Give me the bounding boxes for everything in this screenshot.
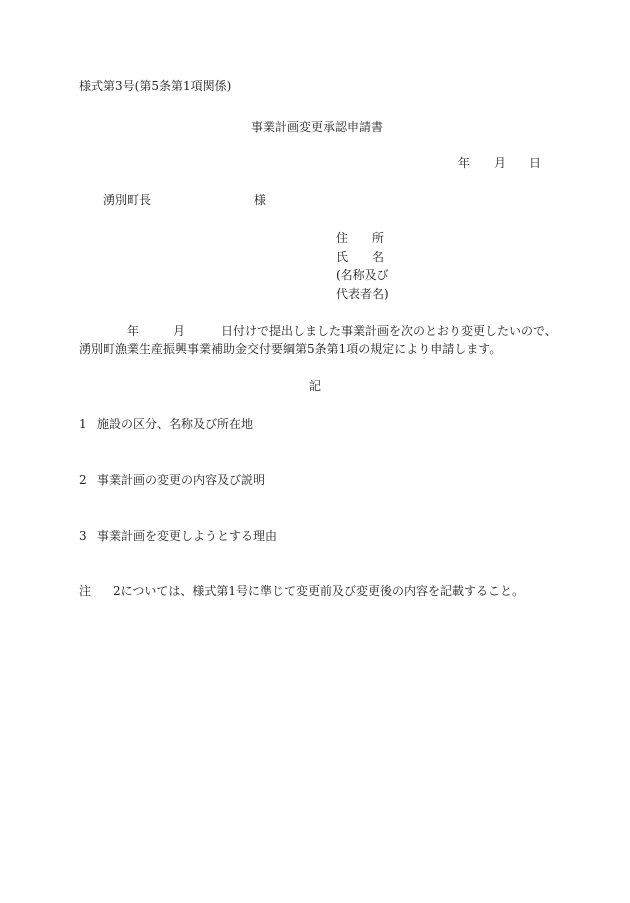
note-label: 注 [79,584,92,598]
date-year-label: 年 [458,156,471,170]
body-year-label: 年 [127,324,140,338]
date-day-label: 日 [529,156,542,170]
date-month-label: 月 [494,156,507,170]
item-text: 事業計画の変更の内容及び説明 [97,473,266,487]
item-number: 3 [79,529,87,543]
applicant-rep-line1: (名称及び [336,268,389,282]
body-month-label: 月 [173,324,186,338]
form-number: 様式第3号(第5条第1項関係) [79,79,232,93]
applicant-address-label: 住 所 [336,231,385,245]
addressee-honorific: 様 [254,193,267,207]
applicant-rep-line2: 代表者名) [336,287,389,301]
body-line2-text: 湧別町漁業生産振興事業補助金交付要綱第5条第1項の規定により申請します。 [79,342,502,356]
document-title: 事業計画変更承認申請書 [251,120,384,134]
item-text: 施設の区分、名称及び所在地 [97,417,254,431]
item-number: 1 [79,417,87,431]
ki-heading: 記 [309,379,322,393]
addressee-name: 湧別町長 [103,193,152,207]
body-line1-text: 日付けで提出しました事業計画を次のとおり変更したいので、 [221,324,557,338]
note-text: 2については、様式第1号に準じて変更前及び変更後の内容を記載すること。 [113,584,525,598]
item-text: 事業計画を変更しようとする理由 [97,529,278,543]
applicant-name-label: 氏 名 [336,250,385,264]
item-number: 2 [79,473,87,487]
